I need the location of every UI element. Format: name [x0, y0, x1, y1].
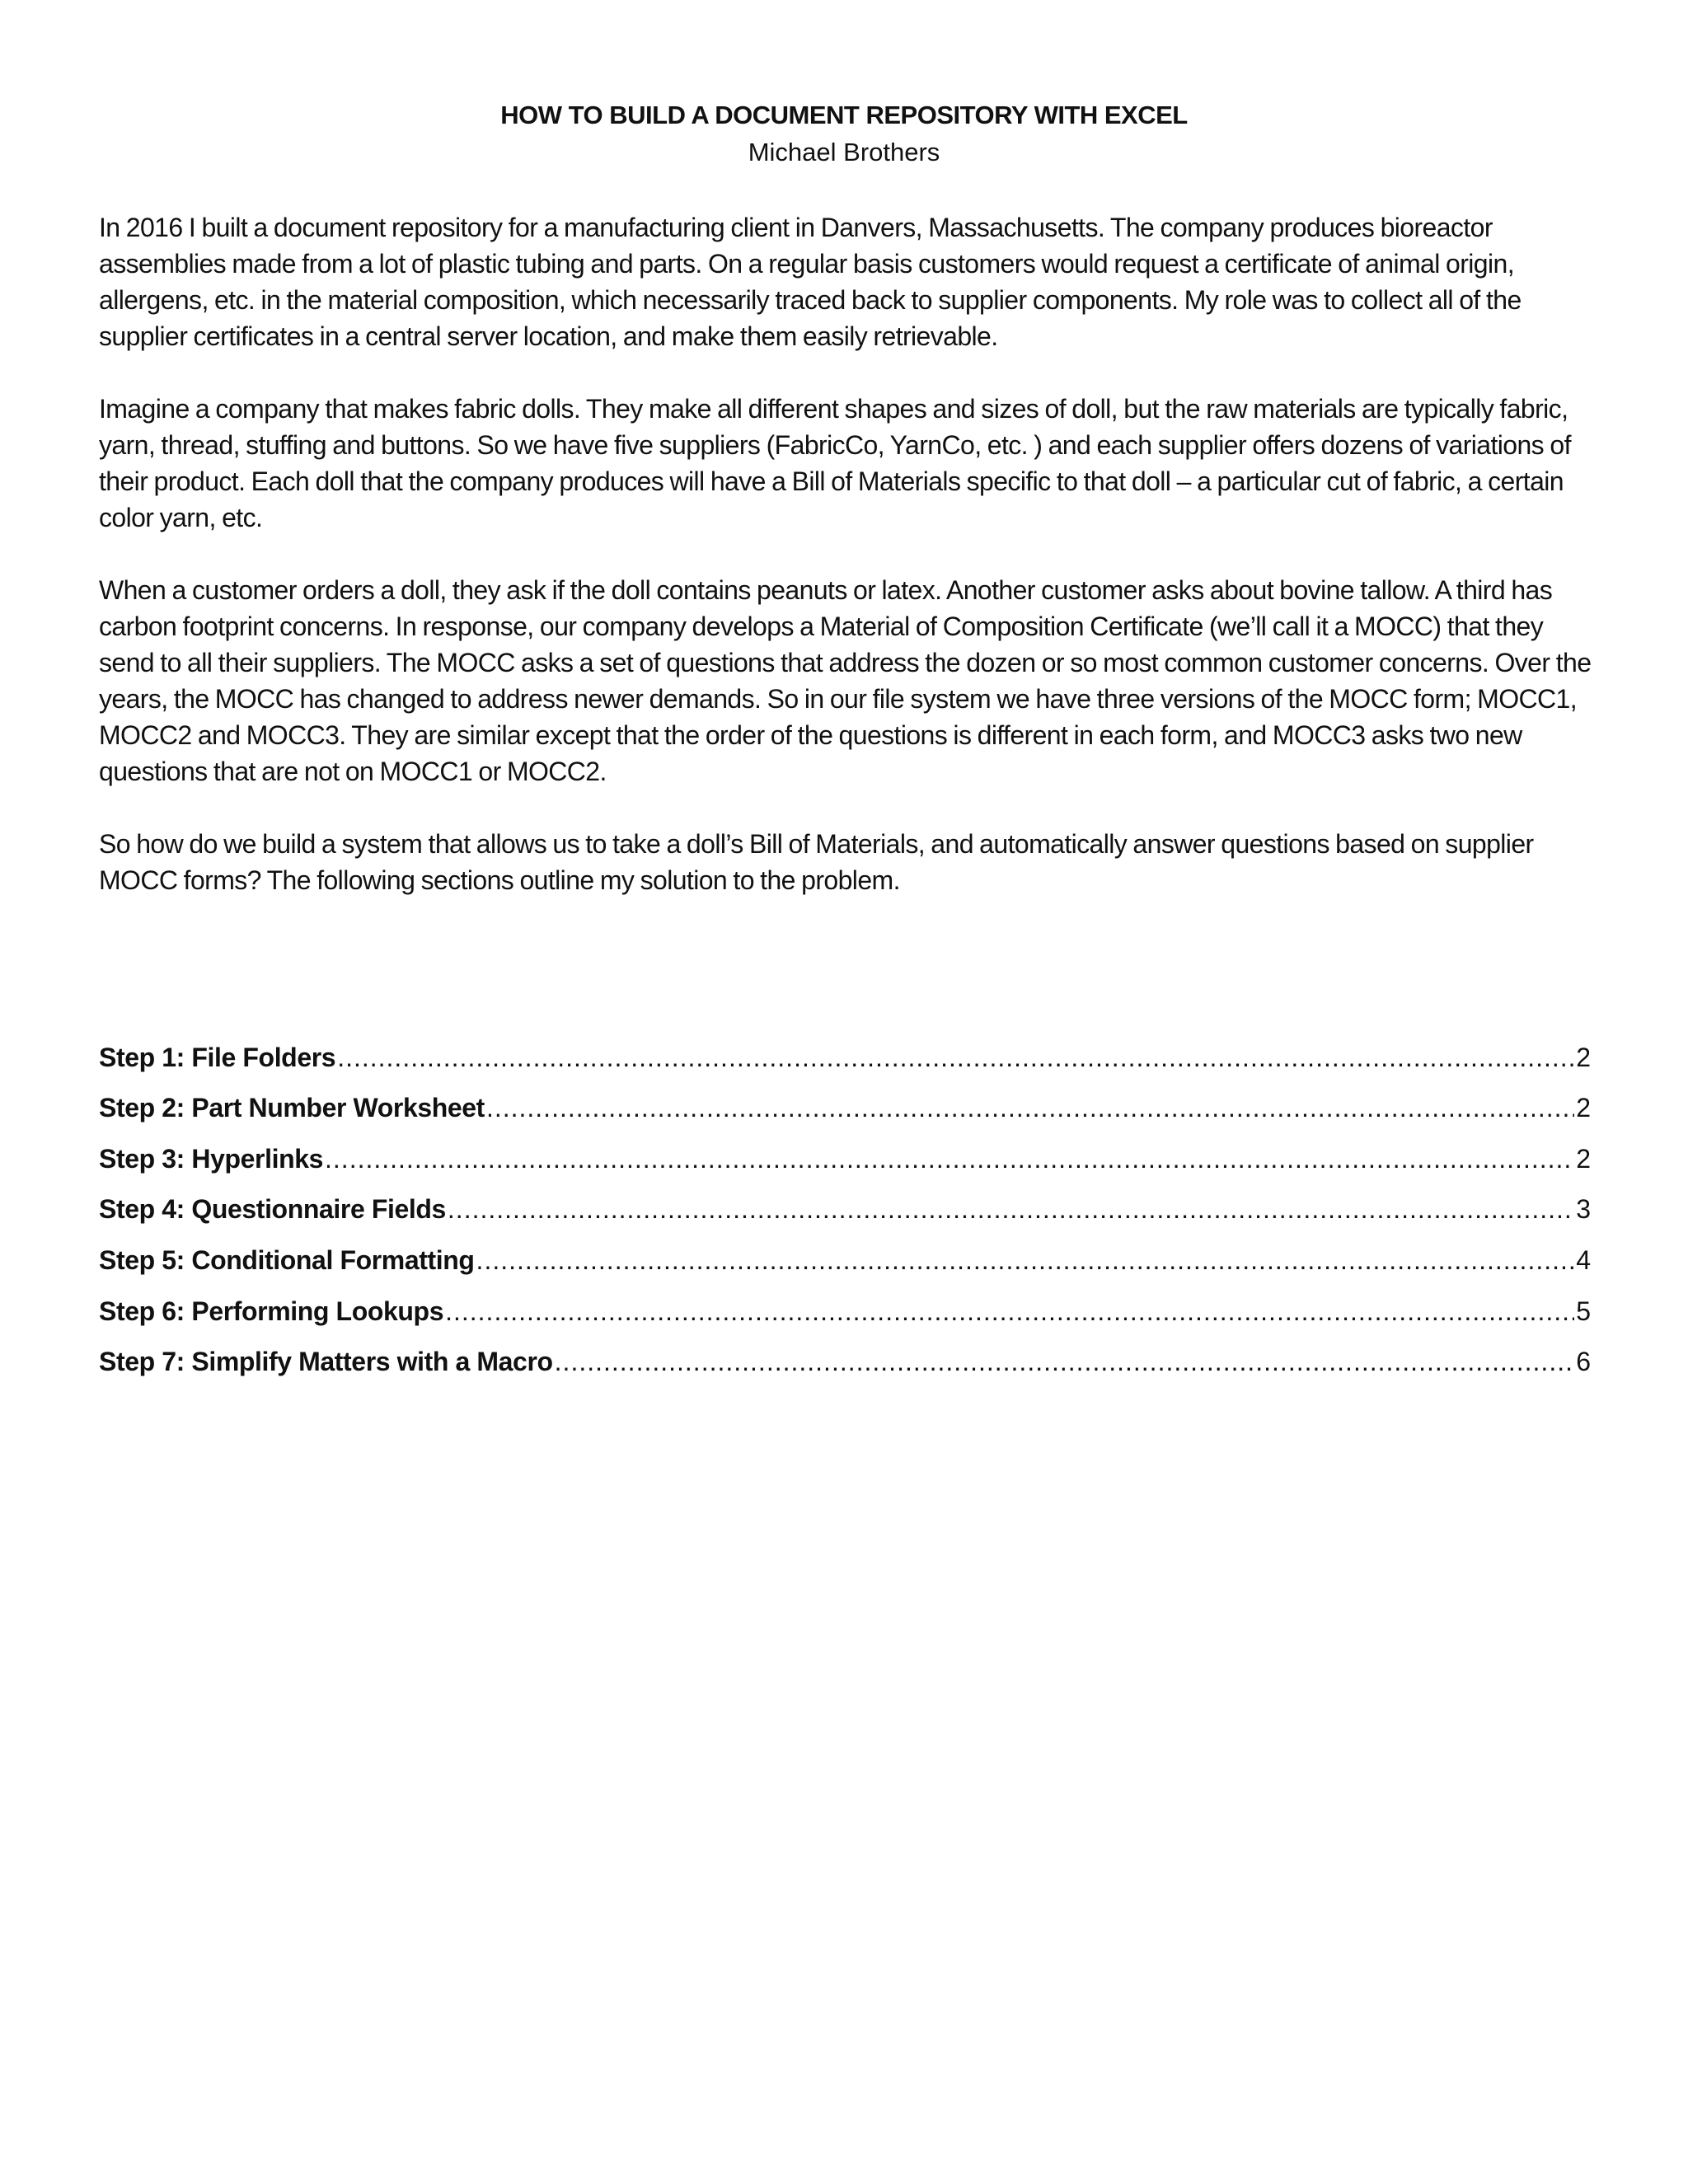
toc-dot-leader — [445, 1293, 1574, 1329]
paragraph-customer-concerns: When a customer orders a doll, they ask if the doll contains peanuts or latex. Another customer asks about bovine tallow. A third has carbon footprint concerns. In response, our company develops a Material of Composition Certificate (we’ll call it a MOCC) that they send to all their suppliers. The MOCC asks a set of questions that address the dozen or so most common customer concerns. Over the years, the MOCC has changed to address newer demands. So in our file system we have three versions of the MOCC form; MOCC1, MOCC2 and MOCC3. They are similar except that the order of the questions is different in each form, and MOCC3 asks two new questions that are not on MOCC1 or MOCC2. — [99, 575, 1592, 786]
toc-entry-label: Step 7: Simplify Matters with a Macro — [99, 1347, 553, 1377]
document-body — [99, 209, 1599, 935]
toc-entry-page: 2 — [1576, 1042, 1591, 1072]
toc-entry-label: Step 4: Questionnaire Fields — [99, 1194, 446, 1225]
toc-entry-label: Step 3: Hyperlinks — [99, 1143, 324, 1174]
toc-entry-label: Step 6: Performing Lookups — [99, 1296, 444, 1326]
document-author: Michael Brothers — [748, 138, 940, 166]
toc-entry-page: 2 — [1576, 1093, 1591, 1123]
toc-dot-leader — [476, 1242, 1575, 1278]
toc-entry-page: 6 — [1576, 1347, 1591, 1377]
paragraph-intro: In 2016 I built a document repository for a manufacturing client in Danvers, Massachusetts. The company produces bioreactor assemblies made from a lot of plastic tubing and parts. On a regular basis customers would request a certificate of animal origin, allergens, etc. in the material composition, which necessarily traced back to supplier components. My role was to collect all of the supplier certificates in a central server location, and make them easily retrievable. — [99, 213, 1522, 351]
toc-entry[interactable] — [99, 1076, 1591, 1127]
toc-entry-page: 2 — [1576, 1143, 1591, 1174]
toc-entry[interactable] — [99, 1278, 1591, 1329]
toc-entry-page: 5 — [1576, 1296, 1591, 1326]
toc-dot-leader — [448, 1191, 1574, 1227]
toc-dot-leader — [325, 1141, 1574, 1177]
toc-entry-label: Step 1: File Folders — [99, 1042, 336, 1072]
toc-entry-label: Step 2: Part Number Worksheet — [99, 1093, 485, 1123]
toc-dot-leader — [555, 1343, 1575, 1380]
toc-entry-page: 3 — [1576, 1194, 1591, 1225]
toc-entry[interactable] — [99, 1227, 1591, 1278]
toc-dot-leader — [337, 1039, 1574, 1076]
toc-entry[interactable] — [99, 1177, 1591, 1228]
toc-entry[interactable] — [99, 1024, 1591, 1076]
toc-entry-page: 4 — [1576, 1244, 1591, 1275]
document-title: HOW TO BUILD A DOCUMENT REPOSITORY WITH EXCEL — [500, 101, 1188, 129]
paragraph-fabric-dolls: Imagine a company that makes fabric dolls. They make all different shapes and sizes of doll, but the raw materials are typically fabric, yarn, thread, stuffing and buttons. So we have five suppliers (FabricCo, YarnCo, etc. ) and each supplier offers dozens of variations of their product. Each doll that the company produces will have a Bill of Materials specific to that doll – a particular cut of fabric, a certain color yarn, etc. — [99, 394, 1571, 532]
toc-dot-leader — [486, 1090, 1574, 1126]
toc-entry-label: Step 5: Conditional Formatting — [99, 1244, 475, 1275]
paragraph-problem-statement: So how do we build a system that allows us to take a doll’s Bill of Materials, and automatically answer questions based on supplier MOCC forms? The following sections outline my solution to the problem. — [99, 829, 1534, 895]
toc-entry[interactable] — [99, 1329, 1591, 1380]
toc-entry[interactable] — [99, 1126, 1591, 1177]
table-of-contents — [99, 1024, 1591, 1380]
